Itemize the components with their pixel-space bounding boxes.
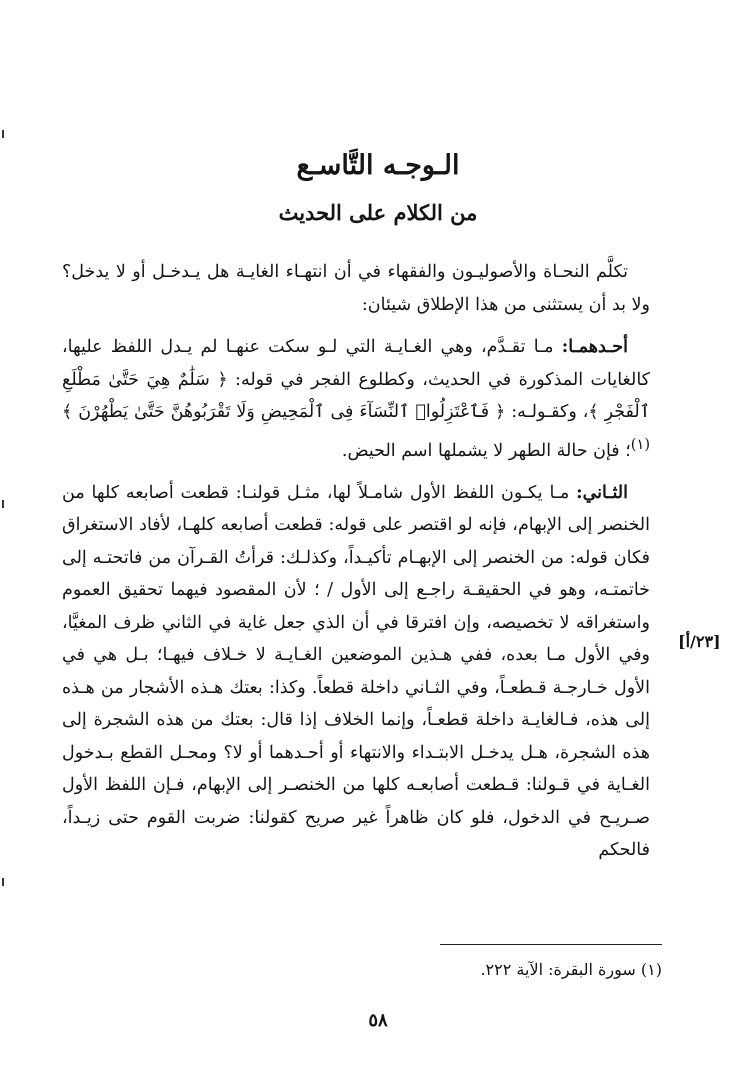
paragraph-text: ؛ فإن حالة الطهر لا يشملها اسم الحيض. [341,440,631,461]
section-subtitle: من الكلام على الحديث [278,200,478,225]
section-title: الـوجـه التَّاسـع [296,150,460,181]
quran-quote: ﴿ فَٱعْتَزِلُوا۟ ٱلنِّسَآءَ فِى ٱلْمَحِيضِ وَلَا تَقْرَبُوهُنَّ حَتَّىٰ يَطْهُرْنَ ﴾ [62,402,506,422]
paragraph-first-case [62,331,650,467]
scan-edge-mark [2,130,4,138]
body-text [62,256,650,867]
footnote-divider [440,944,662,945]
paragraph-text: مـا يكـون اللفظ الأول شامـلاً لها، مثـل قولنـا: قطعت أصابعه كلها من الخنصر إلى الإبهام، فإنه لو اقتصر على قوله: قطعت أصابعه كلهـا، لأفاد الاستغراق فكان قوله: من الخنصر إلى الإبهـام تأكيـداً، وكذلـك: قرأتُ القـرآن من فاتحتـه إلى خاتمتـه، وهو في الحقيقـة راجـع إلى الأول / ؛ لأن المقصود فيهما تحقيق العموم واستغراقه لا تخصيصه، وإن افترقا في أن الذي جعل غاية في الثاني ظرف المغيَّا، وفي الأول مـا بعده، ففي هـذين الموضعين الغـايـة لا خـلاف فيهـا؛ بـل هي في الأول خـارجـة قـطعـاً، وفي الثـاني داخلة قطعاً. وكذا: بعتك هـذه الأشجار من هـذه إلى هذه، فـالغايـة داخلة قطعـاً، وإنما الخلاف إذا قال: بعتك من هذه الشجرة إلى هذه الشجرة، هـل يدخـل الابتـداء والانتهاء أو أحـدهما أو لا؟ ومحـل القطع بـدخول الغـاية في قـولنا: قـطعت أصابعـه كلها من الخنصـر إلى الإبهام، فـإن اللفظ الأول صـريـح في الدخول، فلو كان ظاهراً غير صريح كقولنا: ضربت القوم حتى زيـداً، فالحكم [62,482,650,861]
scan-edge-mark [2,500,4,508]
paragraph-text: مـا تقـدَّم، وهي الغـايـة التي لـو سكت عنهـا لم يـدل اللفظ عليها، كالغايات المذكورة في الحديث، وكطلوع الفجر في قوله: [62,337,650,390]
footnote-reference[interactable]: (١) [630,435,650,453]
paragraph-lead: أحـدهمـا: [561,337,628,357]
paragraph-lead: الثـاني: [576,482,628,503]
quran-quote: ﴿ سَلَٰمٌ هِيَ حَتَّىٰ مَطْلَعِ ٱلْفَجْرِ ﴾ [62,369,650,422]
footnote [300,956,662,984]
footnote-text: سورة البقرة: الآية ٢٢٢. [480,960,636,979]
page-number: ٥٨ [368,1010,388,1031]
footnote-number: (١) [640,960,662,979]
paragraph-intro: تكلَّم النحـاة والأصوليـون والفقهاء في أن انتهـاء الغايـة هل يـدخـل أو لا يدخل؟ ولا بد أن يستثنى من هذا الإطلاق شيئان: [62,262,650,315]
manuscript-folio-marker: [٢٣/أ] [678,632,721,651]
paragraph-text: ، وكقـولـه: [505,402,589,422]
scan-edge-mark [2,878,4,886]
paragraph-second-case [62,477,650,867]
